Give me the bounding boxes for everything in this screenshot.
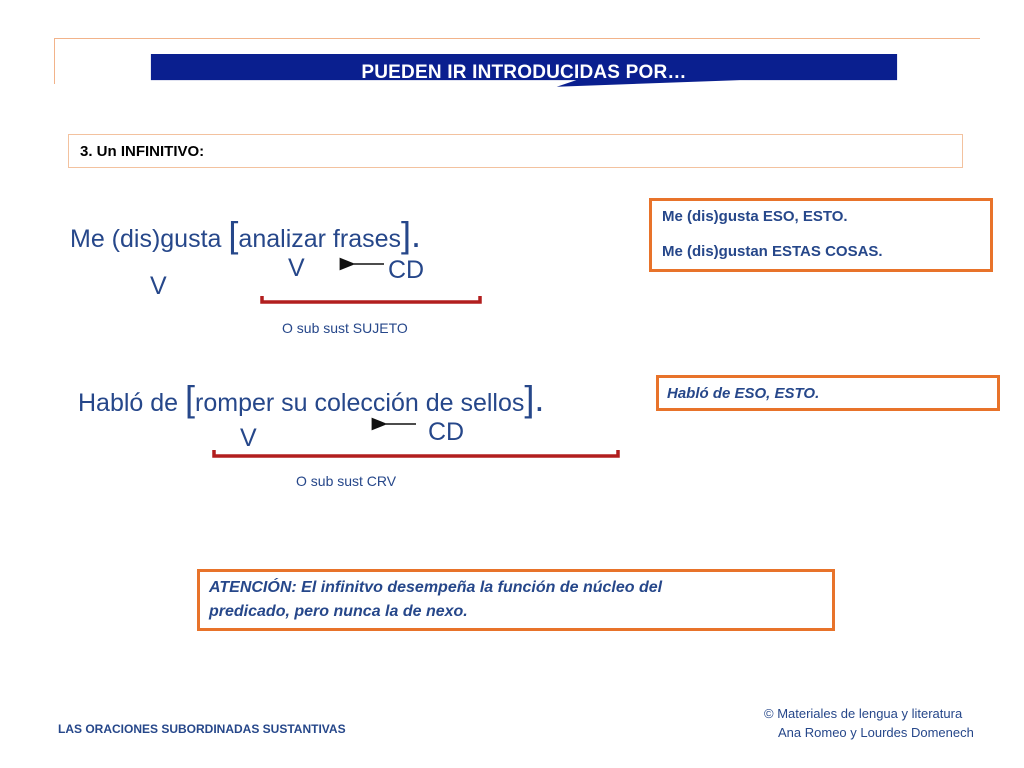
example1-cd-label: CD xyxy=(388,256,425,284)
example2-bracket-close: ]. xyxy=(524,378,545,419)
note-box-1-line1: Me (dis)gusta ESO, ESTO. xyxy=(662,208,848,225)
example1-inner-verb-label: V xyxy=(288,254,305,282)
example1-underline-bracket xyxy=(262,296,480,302)
footer-authors: Ana Romeo y Lourdes Domenech xyxy=(778,725,974,740)
example2-cd-label: CD xyxy=(428,418,465,446)
example1-clause: analizar frases xyxy=(238,225,401,253)
example2-caption: O sub sust CRV xyxy=(296,473,397,489)
example2-clause: romper su colección de sellos xyxy=(195,389,525,417)
example1-outer-verb-label: V xyxy=(150,272,167,300)
example1-main: Me (dis)gusta xyxy=(70,225,222,253)
example1-bracket-close: ]. xyxy=(401,214,422,255)
page-title: PUEDEN IR INTRODUCIDAS POR… xyxy=(361,62,687,83)
footer-course-title: LAS ORACIONES SUBORDINADAS SUSTANTIVAS xyxy=(58,722,346,736)
example2-main: Habló de xyxy=(78,389,179,417)
example2-bracket-open: [ xyxy=(185,378,196,419)
example1-caption: O sub sust SUJETO xyxy=(282,320,408,336)
note-box-2-line1: Habló de ESO, ESTO. xyxy=(667,385,820,402)
footer-copyright: © Materiales de lengua y literatura xyxy=(764,706,963,721)
attention-line1: ATENCIÓN: El infinitvo desempeña la función de núcleo del xyxy=(209,579,663,596)
attention-line2: predicado, pero nunca la de nexo. xyxy=(209,603,468,620)
example2-verb-label: V xyxy=(240,424,257,452)
example1-bracket-open: [ xyxy=(228,214,239,255)
example2-underline-bracket xyxy=(214,450,618,456)
section-label: 3. Un INFINITIVO: xyxy=(80,143,205,160)
note-box-1-line2: Me (dis)gustan ESTAS COSAS. xyxy=(662,243,883,260)
